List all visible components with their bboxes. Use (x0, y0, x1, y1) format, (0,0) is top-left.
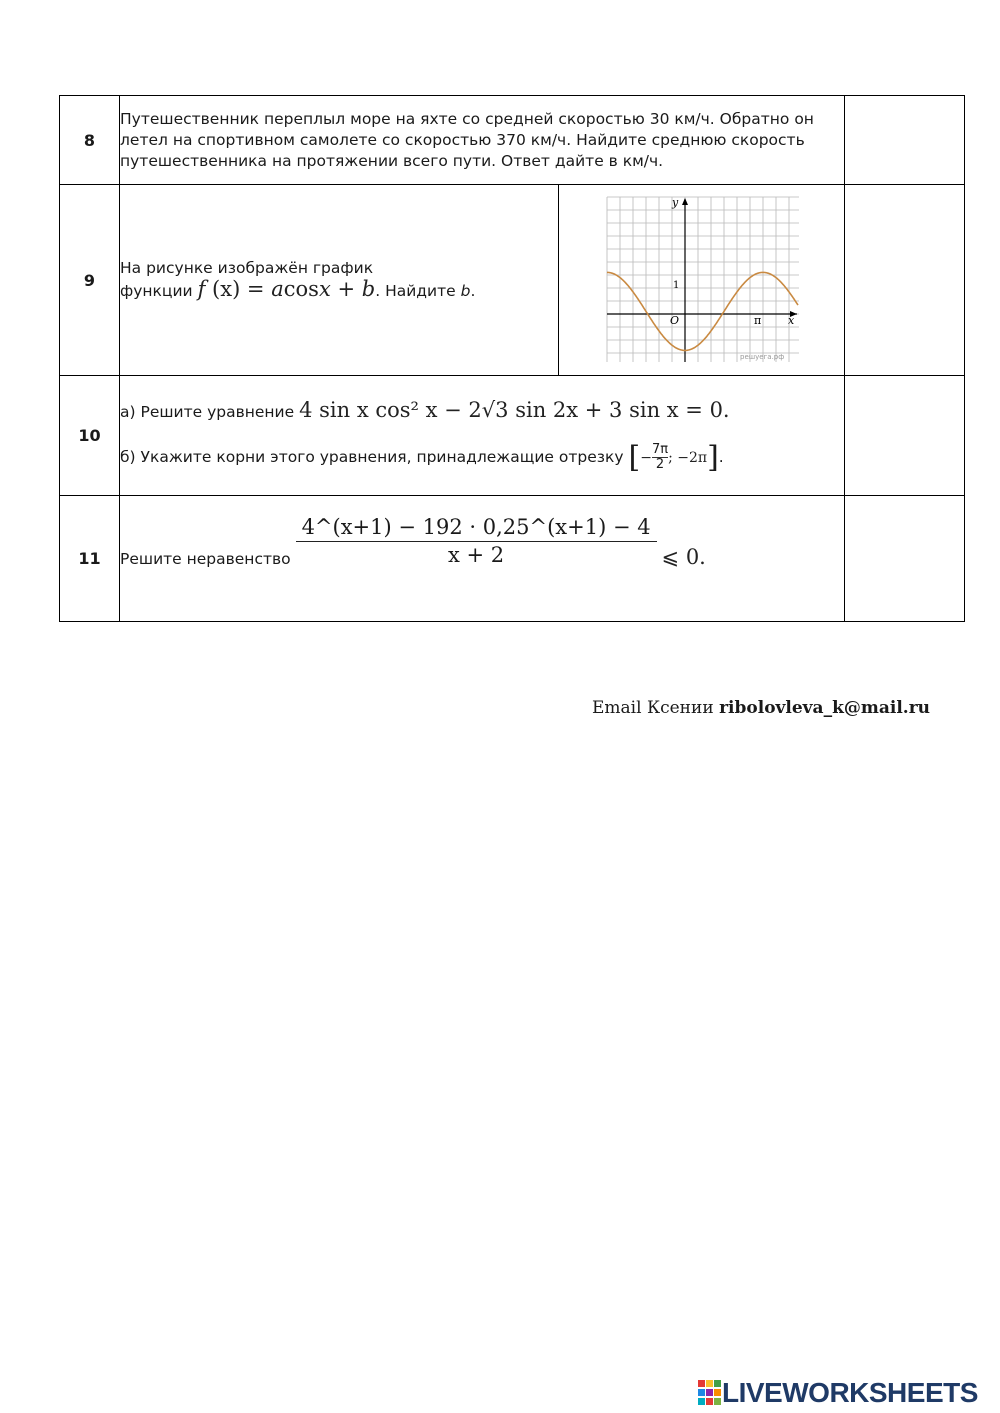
formula-cos: cos (283, 277, 319, 301)
task-text (120, 185, 559, 376)
answer-cell[interactable] (845, 96, 965, 185)
footer-email (592, 698, 930, 718)
task-text (120, 496, 845, 622)
origin-label: O (669, 314, 679, 327)
task-prefix: функции (120, 282, 193, 300)
answer-cell[interactable] (845, 496, 965, 622)
part-a (120, 397, 844, 423)
unit-label: 1 (672, 280, 679, 291)
part-a-label: а) Решите уравнение (120, 402, 295, 421)
formula-plus: + (337, 277, 356, 301)
formula-f: f (197, 277, 206, 301)
task-number: 11 (60, 496, 120, 622)
fraction-denominator: 2 (655, 456, 665, 472)
inequality-fraction (296, 517, 657, 566)
formula-x2: x (318, 277, 331, 301)
task-row-10 (60, 376, 965, 496)
left-bracket: [ (628, 439, 641, 475)
task-suffix: . Найдите (375, 282, 456, 300)
task-text (120, 376, 845, 496)
answer-cell[interactable] (845, 185, 965, 376)
equation: 4 sin x cos² x − 2√3 sin 2x + 3 sin x = 0. (299, 397, 730, 422)
task-line: функции f (x) = acosx + b. Найдите b. (120, 277, 476, 301)
task-text: Путешественник переплыл море на яхте со средней скоростью 30 км/ч. Обратно он летел на спортивном самолете со скоростью 370 км/ч. Найдите среднюю скорость путешественника на протяжении всего пути. Ответ дайте в км/ч. (120, 96, 845, 185)
part-b: б) Укажите корни этого уравнения, принадлежащие отрезку [− $\frac{7\pi}{2}$ ; −2π]. (120, 439, 724, 475)
cosine-graph (604, 194, 800, 366)
task-row-8 (60, 96, 965, 185)
task-number: 9 (60, 185, 120, 376)
fraction-denominator: x + 2 (448, 543, 505, 567)
task-label: Решите неравенство (120, 550, 291, 568)
logo-icon (698, 1380, 722, 1406)
b-letter: b (460, 282, 471, 300)
formula-a: a (271, 277, 284, 301)
email-address[interactable]: ribolovleva_k@mail.ru (719, 698, 931, 718)
tasks-table (59, 95, 965, 622)
fraction-numerator: 7π (651, 441, 669, 457)
part-b-label: б) Укажите корни этого уравнения, принадлежащие отрезку (120, 447, 624, 466)
formula-x: (x) = (212, 277, 265, 301)
task-row-9 (60, 185, 965, 376)
x-axis-label: x (787, 314, 794, 327)
graph-cell (559, 185, 845, 376)
task-number: 10 (60, 376, 120, 496)
logo-text: LIVEWORKSHEETS (722, 1377, 978, 1408)
right-bracket: ] (707, 439, 719, 475)
function-formula (198, 277, 376, 301)
task-line: На рисунке изображён график (120, 259, 374, 277)
watermark: решуега.рф (739, 353, 784, 361)
fraction-numerator: 4^(x+1) − 192 · 0,25^(x+1) − 4 (301, 515, 651, 539)
task-number: 8 (60, 96, 120, 185)
interval-fraction (652, 443, 668, 472)
interval-minus: − (640, 449, 652, 466)
task-row-11 (60, 496, 965, 622)
inequality-relation: ⩽ 0. (661, 545, 706, 569)
y-axis-label: y (671, 196, 678, 209)
pi-label: π (753, 314, 761, 327)
email-prefix: Email Ксении (592, 698, 714, 718)
liveworksheets-logo (698, 1376, 978, 1410)
answer-cell[interactable] (845, 376, 965, 496)
formula-b: b (361, 277, 376, 301)
interval-rest: ; −2π (668, 449, 708, 466)
